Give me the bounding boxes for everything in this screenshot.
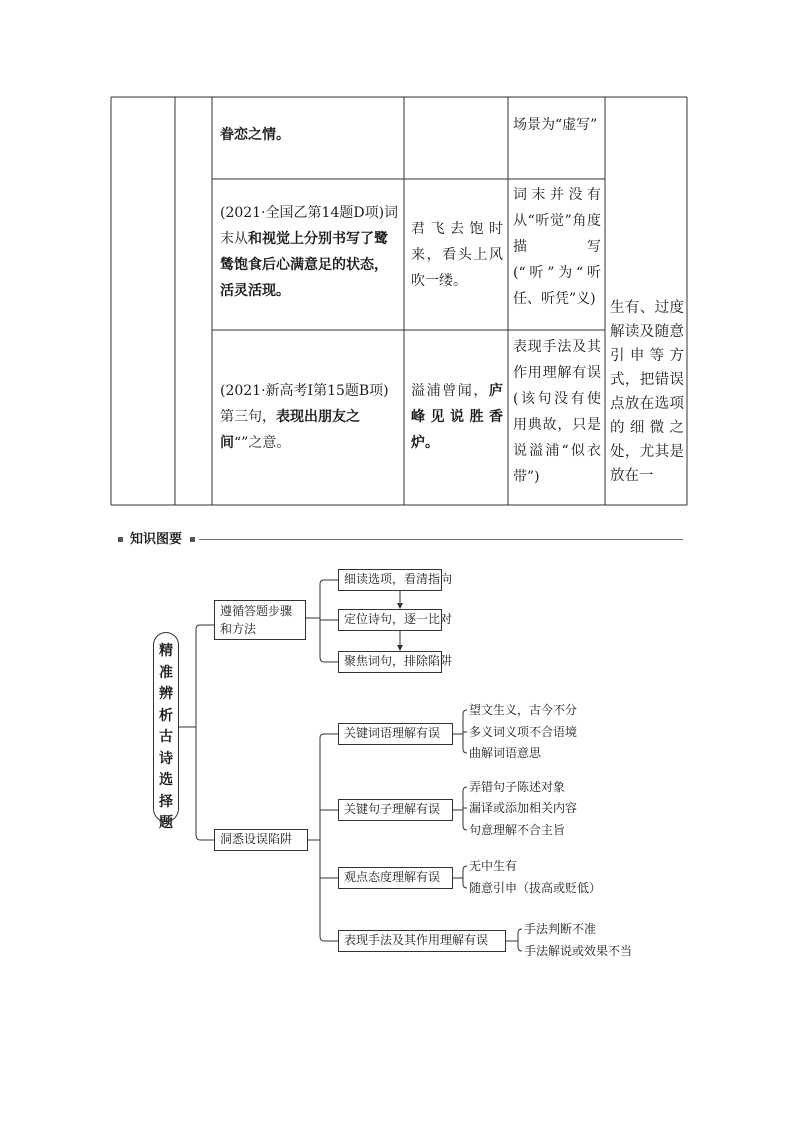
group-word-errors: 关键词语理解有误: [338, 723, 453, 745]
leaf-item: 漏译或添加相关内容: [469, 801, 578, 815]
step-locate-lines: 定位诗句，逐一比对: [338, 609, 442, 631]
col4-merged-text: 生有、过度解读及随意引申等方式，把错误点放在选项的细微之处，尤其是放在一: [610, 300, 684, 484]
leaf-item: 手法判断不准: [524, 922, 597, 936]
group-sentence-errors: 关键句子理解有误: [338, 799, 453, 821]
mindmap-root: [153, 632, 179, 831]
leaf-item: 句意理解不合主旨: [469, 823, 566, 837]
root-char: 题: [159, 815, 173, 831]
row3-col1-suffix: “”之意。: [234, 435, 291, 451]
row3-col3: 表现手法及其作用理解有误(该句没有使用典故，只是说溢浦“似衣带”): [513, 339, 601, 485]
row3-col2-plain: 溢浦曾闻，: [411, 383, 489, 399]
root-char: 选: [159, 772, 173, 788]
leaf-item: 随意引申（拔高或贬低）: [469, 881, 602, 895]
group-technique-errors: 表现手法及其作用理解有误: [338, 930, 506, 952]
row1-col3: 场景为“虚写”: [513, 117, 598, 133]
step-read-options: 细读选项，看清指向: [338, 569, 442, 591]
section-title: 知识图要: [130, 532, 183, 547]
row2-col2: 君飞去饱时来，看头上风吹一缕。: [411, 221, 503, 289]
root-char: 辨: [159, 686, 173, 702]
leaf-item: 手法解说或效果不当: [524, 944, 633, 958]
row3-col1-bold: 表现出朋友之间: [220, 409, 360, 451]
group-attitude-errors: 观点态度理解有误: [338, 867, 453, 889]
leaf-item: 望文生义，古今不分: [469, 703, 578, 717]
root-char: 析: [159, 707, 173, 724]
leaf-item: 无中生有: [469, 859, 518, 873]
row2-col1-prefix: (2021·全国乙第14题D项)词末从: [220, 205, 399, 247]
row2-col1-bold: 和视觉上分别书写了鹭鸶饱食后心满意足的状态，活灵活现。: [220, 231, 388, 299]
root-char: 精: [159, 643, 173, 659]
root-char: 准: [159, 664, 173, 681]
step-focus-words: 聚焦词句，排除陷阱: [338, 651, 442, 673]
row3-col2-bold: 庐峰见说胜香炉。: [411, 383, 503, 451]
row3-col1-prefix: (2021·新高考Ⅰ第15题B项)第三句，: [220, 383, 389, 425]
row1-col1: 眷恋之情。: [220, 127, 290, 143]
branch-answer-steps: 遵循答题步骤和方法: [214, 600, 306, 640]
row2-col3: 词末并没有从“听觉”角度描写(“听”为“听任、听凭”义): [513, 187, 601, 307]
leaf-item: 多义词义项不合语境: [469, 725, 578, 739]
root-char: 择: [159, 793, 173, 810]
leaf-item: 弄错句子陈述对象: [469, 780, 566, 794]
branch-error-traps: 洞悉设误陷阱: [214, 829, 308, 851]
root-char: 诗: [159, 750, 173, 767]
leaf-item: 曲解词语意思: [469, 746, 542, 760]
root-char: 古: [159, 729, 173, 745]
